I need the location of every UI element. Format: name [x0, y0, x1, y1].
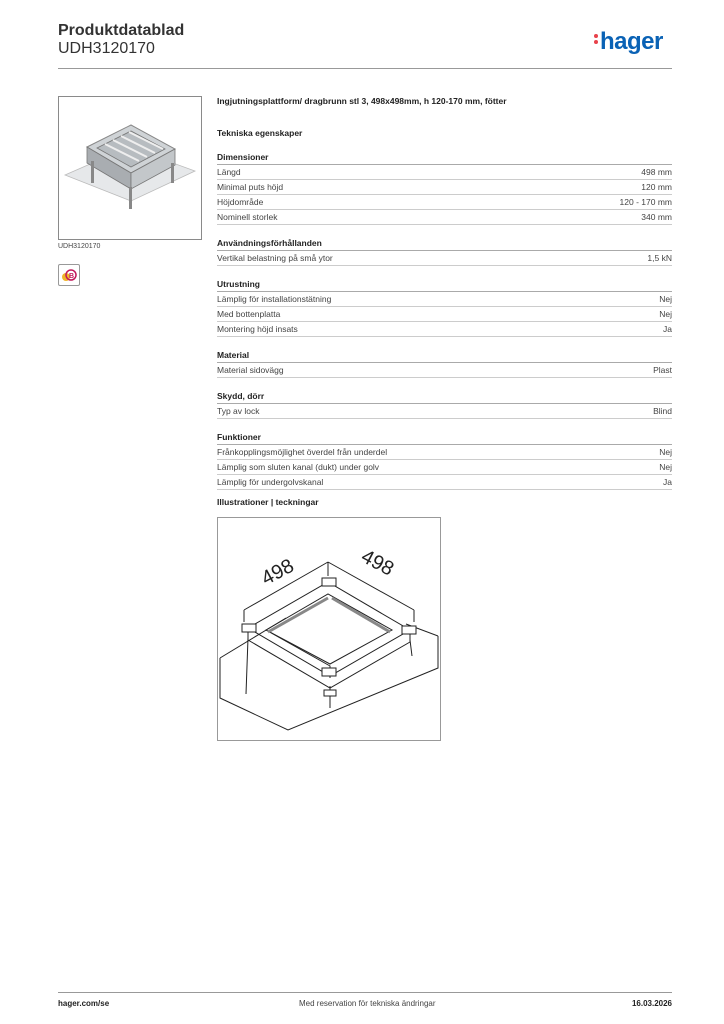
spec-label: Lämplig som sluten kanal (dukt) under golv: [217, 462, 380, 472]
spec-label: Material sidovägg: [217, 365, 284, 375]
footer-disclaimer: Med reservation för tekniska ändringar: [299, 999, 436, 1008]
spec-row: [217, 195, 672, 210]
technical-drawing: [217, 517, 441, 741]
doc-badge-icon: [58, 264, 80, 286]
spec-label: Minimal puts höjd: [217, 182, 284, 192]
technical-heading: Tekniska egenskaper: [217, 128, 303, 138]
spec-row: [217, 210, 672, 225]
spec-value: 1,5 kN: [647, 253, 672, 263]
spec-label: Lämplig för installationstätning: [217, 294, 332, 304]
product-details: [217, 96, 672, 503]
spec-label: Typ av lock: [217, 406, 260, 416]
spec-row: [217, 475, 672, 490]
spec-value: Nej: [659, 462, 672, 472]
spec-row: [217, 363, 672, 378]
spec-row: [217, 292, 672, 307]
dimension-right: 498: [357, 545, 398, 581]
spec-value: Nej: [659, 309, 672, 319]
spec-section: [217, 432, 672, 490]
logo-text: hager: [600, 28, 663, 55]
page-title: Produktdatablad: [58, 22, 185, 39]
spec-label: Vertikal belastning på små ytor: [217, 253, 333, 263]
footer-date: 16.03.2026: [631, 999, 672, 1008]
section-title: Dimensioner: [217, 152, 672, 165]
section-title: Funktioner: [217, 432, 672, 445]
spec-section: [217, 350, 672, 378]
product-photo: [58, 96, 202, 240]
dimension-left: 498: [257, 554, 298, 590]
spec-row: [217, 251, 672, 266]
image-caption: UDH3120170: [58, 243, 101, 250]
product-photo-icon: [59, 97, 201, 239]
spec-row: [217, 460, 672, 475]
spec-value: Plast: [653, 365, 672, 375]
spec-label: Längd: [217, 167, 241, 177]
spec-row: [217, 322, 672, 337]
section-title: Material: [217, 350, 672, 363]
spec-row: [217, 165, 672, 180]
spec-label: Lämplig för undergolvskanal: [217, 477, 324, 487]
spec-label: Höjdområde: [217, 197, 264, 207]
section-title: Användningsförhållanden: [217, 238, 672, 251]
header-divider: [58, 68, 672, 69]
spec-row: [217, 404, 672, 419]
section-title: Utrustning: [217, 279, 672, 292]
spec-value: Nej: [659, 294, 672, 304]
spec-row: [217, 307, 672, 322]
spec-section: [217, 152, 672, 225]
illustrations-heading: Illustrationer | teckningar: [217, 497, 319, 507]
spec-sections: [217, 152, 672, 490]
spec-value: Nej: [659, 447, 672, 457]
product-code: UDH3120170: [58, 40, 155, 57]
spec-label: Montering höjd insats: [217, 324, 298, 334]
product-description: Ingjutningsplattform/ dragbrunn stl 3, 498x498mm, h 120-170 mm, fötter: [217, 96, 507, 106]
footer-website[interactable]: hager.com/se: [58, 999, 110, 1008]
spec-label: Med bottenplatta: [217, 309, 281, 319]
spec-row: [217, 180, 672, 195]
spec-label: Frånkopplingsmöjlighet överdel från underdel: [217, 447, 388, 457]
svg-text:B: B: [69, 273, 75, 280]
spec-value: 120 mm: [641, 182, 672, 192]
spec-value: 498 mm: [641, 167, 672, 177]
spec-section: [217, 279, 672, 337]
logo-dots-icon: [594, 32, 599, 46]
spec-section: [217, 391, 672, 419]
spec-label: Nominell storlek: [217, 212, 278, 222]
spec-value: Blind: [653, 406, 672, 416]
footer-divider: [58, 992, 672, 993]
hager-logo: [594, 28, 663, 56]
spec-value: 120 - 170 mm: [619, 197, 672, 207]
spec-row: [217, 445, 672, 460]
spec-value: Ja: [663, 477, 672, 487]
section-title: Skydd, dörr: [217, 391, 672, 404]
dimension-drawing-icon: [218, 518, 440, 740]
spec-value: Ja: [663, 324, 672, 334]
spec-value: 340 mm: [641, 212, 672, 222]
spec-section: [217, 238, 672, 266]
